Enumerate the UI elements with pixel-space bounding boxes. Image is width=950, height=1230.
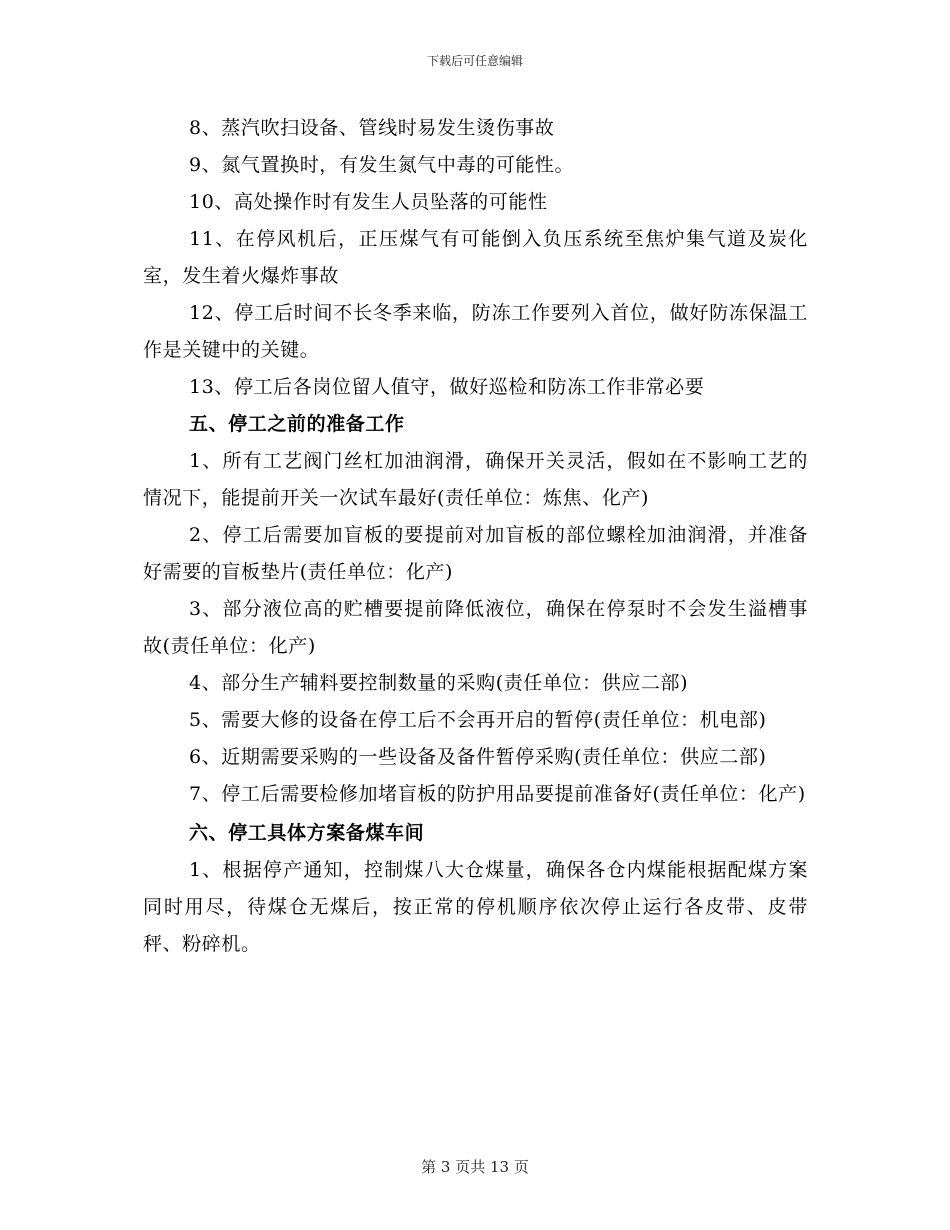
document-body bbox=[143, 110, 808, 963]
list-item: 10、高处操作时有发生人员坠落的可能性 bbox=[189, 191, 548, 213]
list-item: 2、停工后需要加盲板的要提前对加盲板的部位螺栓加油润滑，并准备好需要的盲板垫片(责任单位：化产) bbox=[143, 524, 808, 583]
list-item: 8、蒸汽吹扫设备、管线时易发生烫伤事故 bbox=[189, 117, 555, 139]
page-number: 第 3 页共 13 页 bbox=[421, 1158, 529, 1176]
list-item: 7、停工后需要检修加堵盲板的防护用品要提前准备好(责任单位：化产) bbox=[189, 783, 806, 805]
list-item: 13、停工后各岗位留人值守，做好巡检和防冻工作非常必要 bbox=[189, 376, 705, 398]
list-item: 11、在停风机后，正压煤气有可能倒入负压系统至焦炉集气道及炭化室，发生着火爆炸事故 bbox=[143, 228, 808, 287]
list-item: 5、需要大修的设备在停工后不会再开启的暂停(责任单位：机电部) bbox=[189, 709, 767, 731]
list-item: 4、部分生产辅料要控制数量的采购(责任单位：供应二部) bbox=[189, 672, 689, 694]
section-heading: 五、停工之前的准备工作 bbox=[189, 413, 405, 435]
list-item: 1、根据停产通知，控制煤八大仓煤量，确保各仓内煤能根据配煤方案同时用尽，待煤仓无煤后，按正常的停机顺序依次停止运行各皮带、皮带秤、粉碎机。 bbox=[143, 859, 808, 955]
page-header: 下载后可任意编辑 bbox=[426, 54, 523, 68]
list-item: 3、部分液位高的贮槽要提前降低液位，确保在停泵时不会发生溢槽事故(责任单位：化产) bbox=[143, 598, 808, 657]
list-item: 1、所有工艺阀门丝杠加油润滑，确保开关灵活，假如在不影响工艺的情况下，能提前开关一次试车最好(责任单位：炼焦、化产) bbox=[143, 450, 808, 509]
list-item: 12、停工后时间不长冬季来临，防冻工作要列入首位，做好防冻保温工作是关键中的关键。 bbox=[143, 302, 808, 361]
list-item: 9、氮气置换时，有发生氮气中毒的可能性。 bbox=[189, 154, 575, 176]
list-item: 6、近期需要采购的一些设备及备件暂停采购(责任单位：供应二部) bbox=[189, 746, 767, 768]
section-heading: 六、停工具体方案备煤车间 bbox=[189, 822, 425, 844]
